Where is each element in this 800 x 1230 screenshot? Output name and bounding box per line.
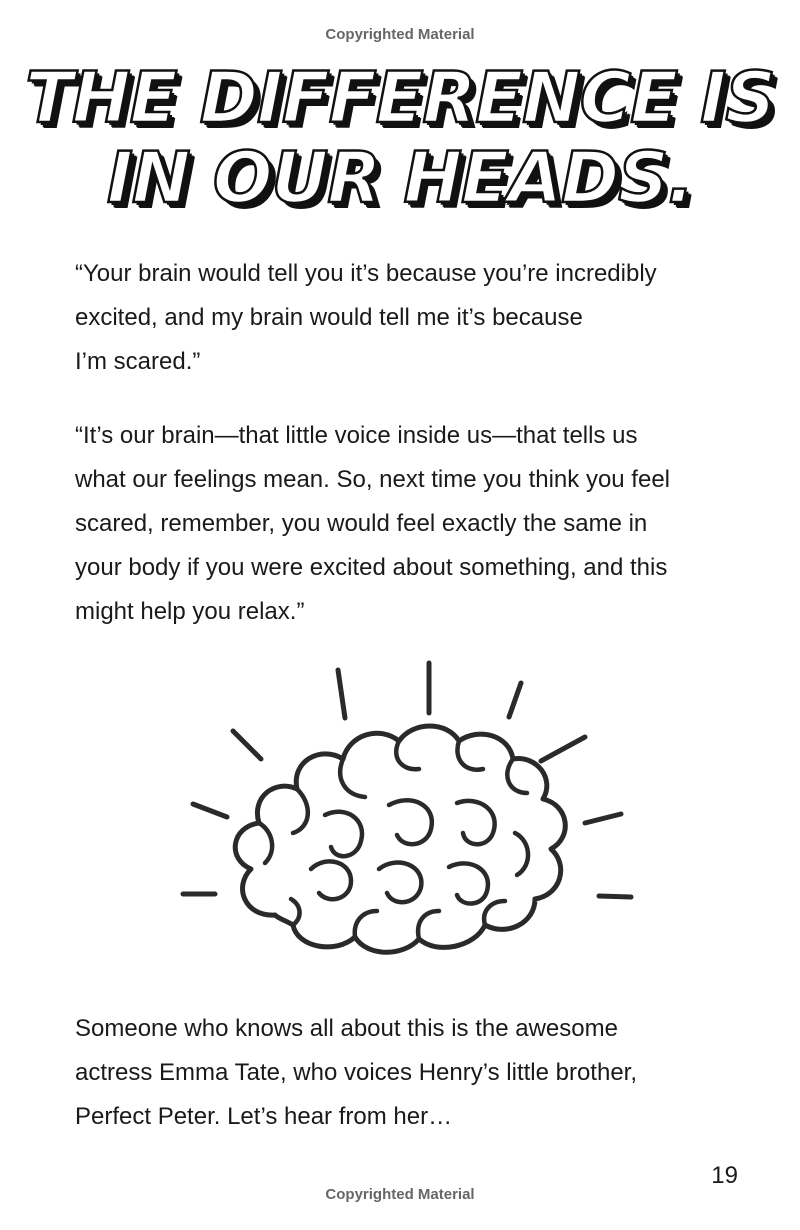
paragraph-line: what our feelings mean. So, next time you think you feel xyxy=(75,466,670,493)
paragraph-line: actress Emma Tate, who voices Henry’s little brother, xyxy=(75,1059,638,1086)
paragraph-line: I’m scared.” xyxy=(75,348,201,375)
brain-icon xyxy=(175,655,635,975)
paragraph-line: might help you relax.” xyxy=(75,598,305,625)
paragraph-1 xyxy=(75,252,735,384)
paragraph-3 xyxy=(75,1007,735,1139)
paragraph-line: “It’s our brain—that little voice inside us—that tells us xyxy=(75,422,638,449)
paragraph-line: excited, and my brain would tell me it’s because xyxy=(75,304,583,331)
paragraph-line: “Your brain would tell you it’s because you’re incredibly xyxy=(75,260,657,287)
paragraph-line: your body if you were excited about something, and this xyxy=(75,554,668,581)
paragraph-line: scared, remember, you would feel exactly the same in xyxy=(75,510,648,537)
paragraph-2 xyxy=(75,414,735,634)
title-line-2: IN OUR HEADS. xyxy=(106,137,694,219)
page-number: 19 xyxy=(711,1162,738,1189)
copyright-header: Copyrighted Material xyxy=(325,26,475,43)
copyright-footer: Copyrighted Material xyxy=(325,1186,475,1203)
paragraph-line: Someone who knows all about this is the awesome xyxy=(75,1015,618,1042)
title-line-1: THE DIFFERENCE IS xyxy=(25,57,775,139)
page-title xyxy=(0,58,800,218)
paragraph-line: Perfect Peter. Let’s hear from her… xyxy=(75,1103,453,1130)
